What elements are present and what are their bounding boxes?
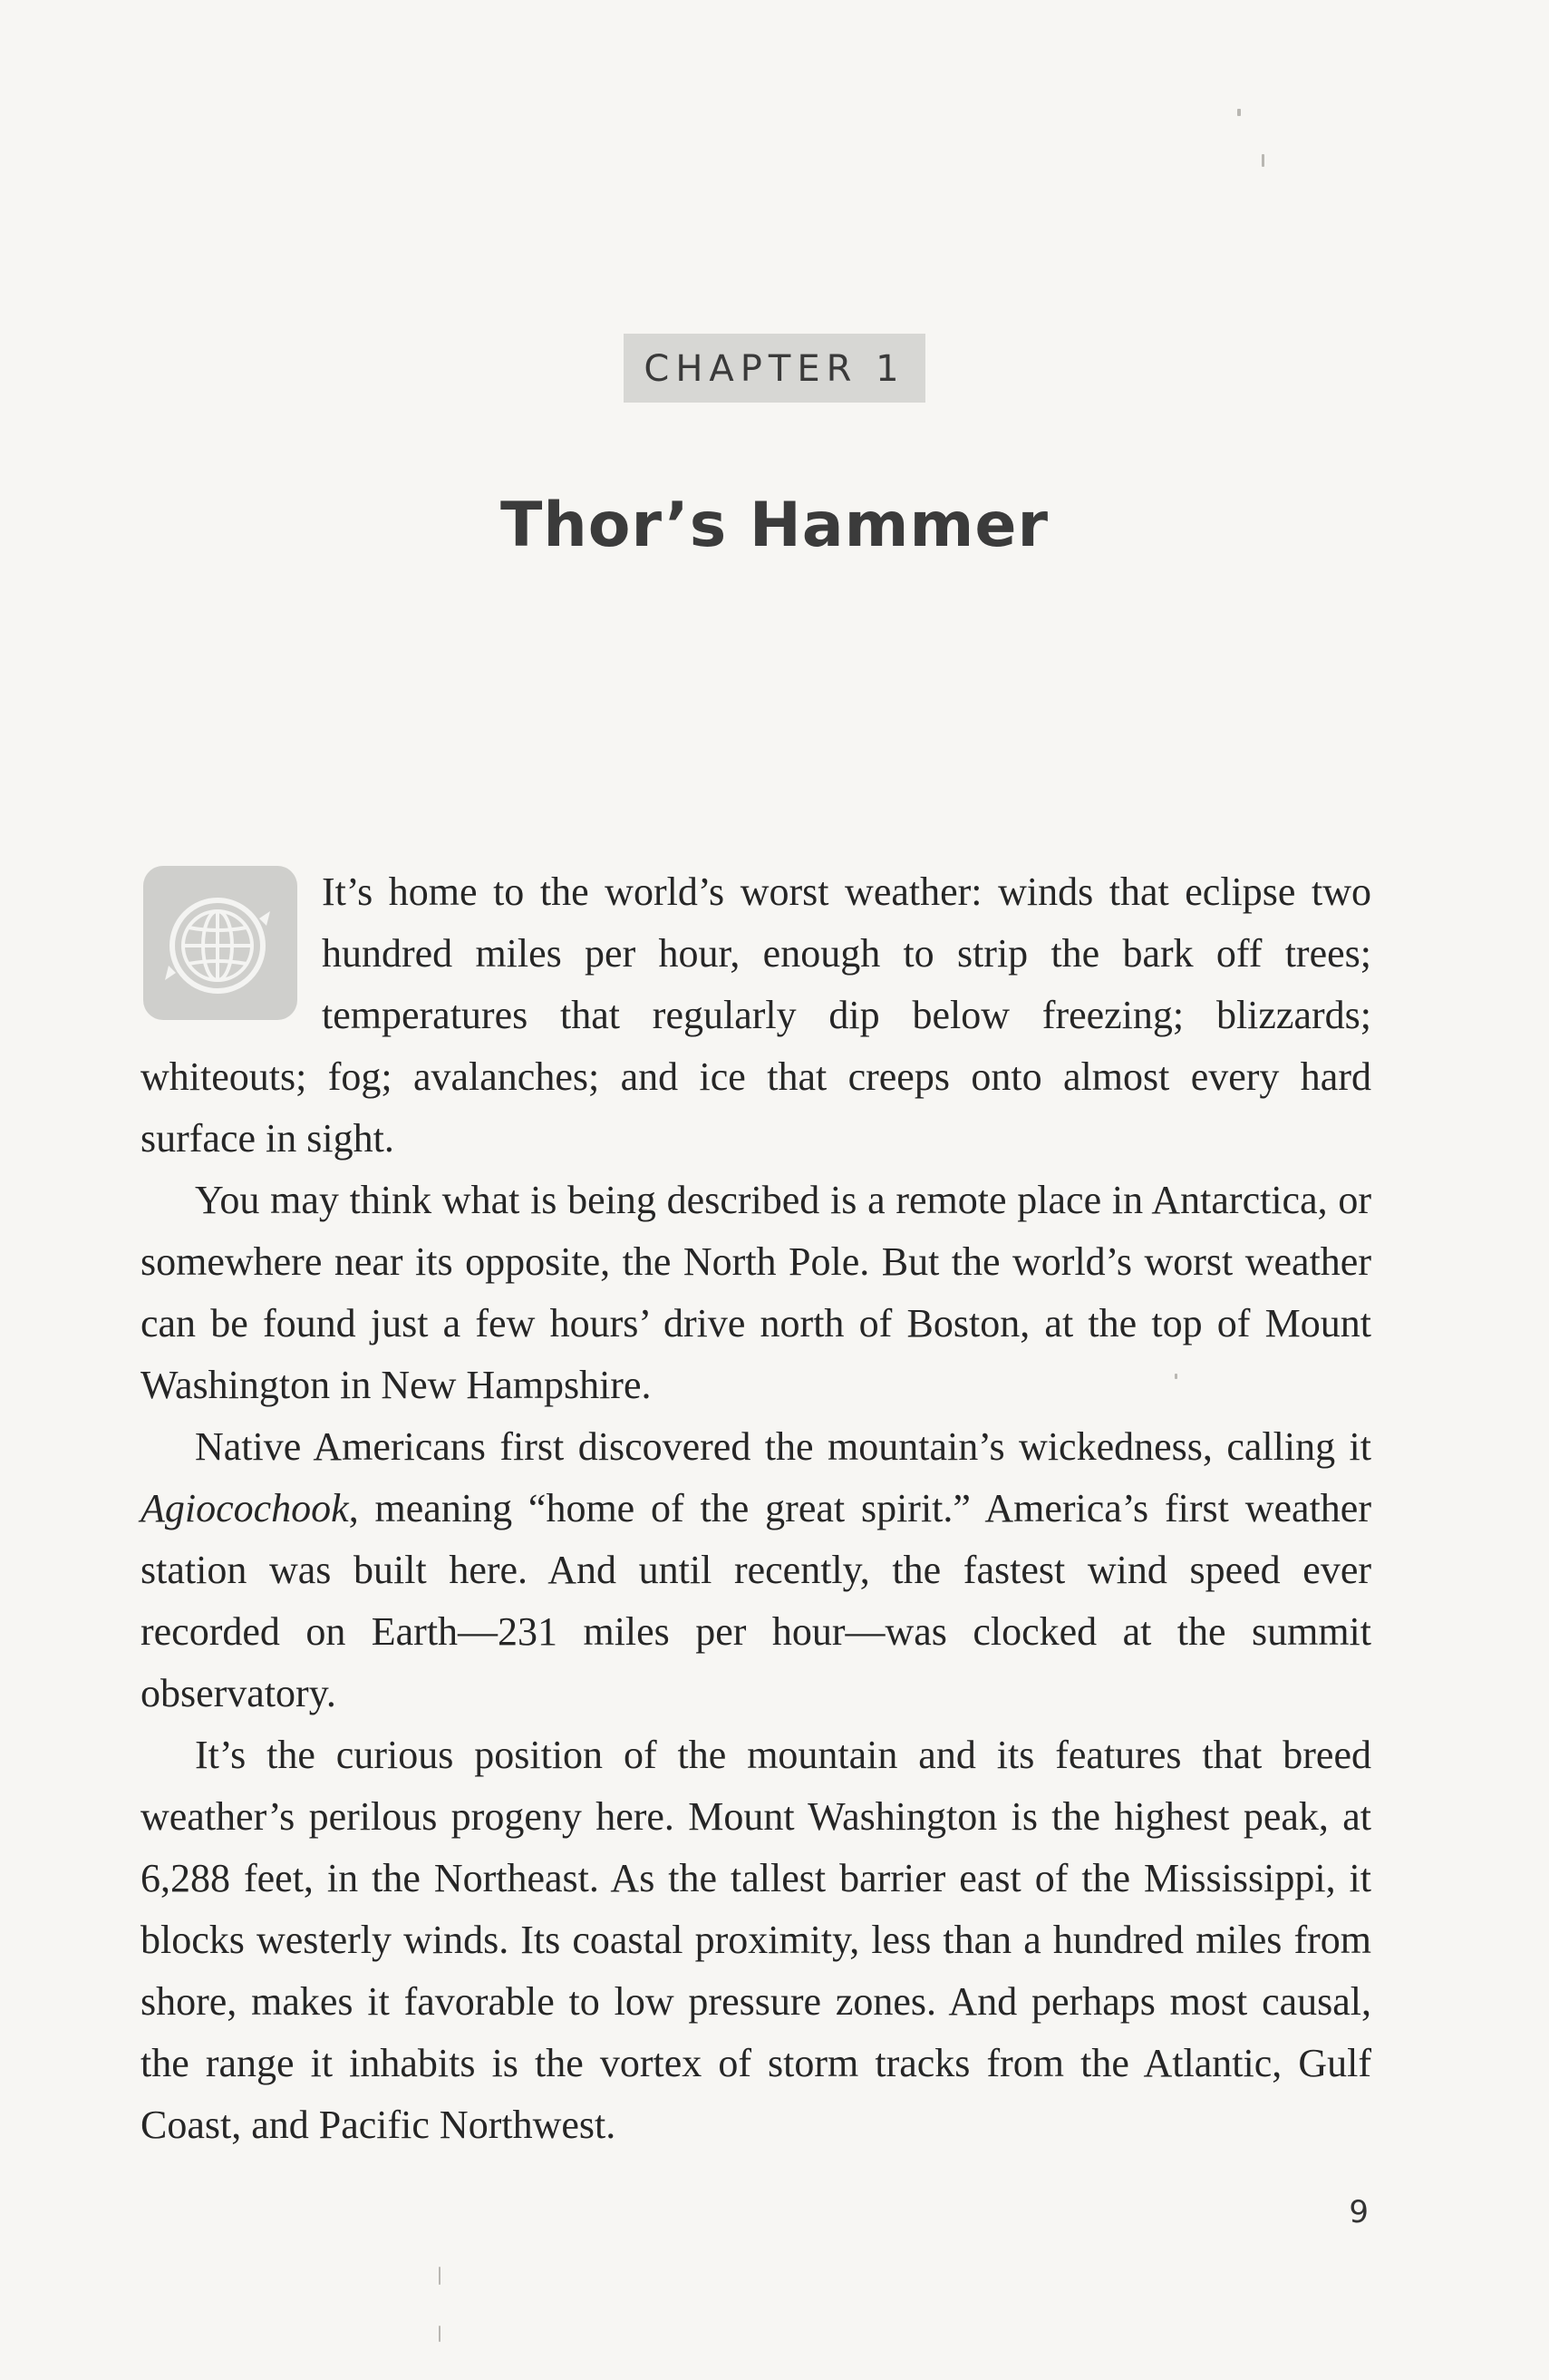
scan-speck [439, 2326, 440, 2342]
page-number: 9 [1349, 2194, 1369, 2230]
paragraph-3-text-a: Native Americans first discovered the mountain’s wickedness, calling it [195, 1424, 1371, 1469]
scan-speck [439, 2267, 440, 2285]
paragraph-3 [140, 1416, 1371, 1724]
chapter-title: Thor’s Hammer [499, 490, 1050, 561]
chapter-label-container [0, 334, 1549, 403]
paragraph-4: It’s the curious position of the mountain and its features that breed weather’s perilous progeny here. Mount Washington is the highest peak, at 6,288 feet, in the Northeast. As the tallest barrier east of the Mississippi, it blocks westerly winds. Its coastal proximity, less than a hundred miles from shore, makes it favorable to low pressure zones. And perhaps most causal, the range it inhabits is the vortex of storm tracks from the Atlantic, Gulf Coast, and Pacific Northwest. [140, 1733, 1371, 2147]
paragraph-1: It’s home to the world’s worst weather: winds that eclipse two hundred miles per hour, enough to strip the bark off trees; temperatures that regularly dip below freezing; blizzards; whiteouts; fog; avalanches; and ice that creeps onto almost every hard surface in sight. [140, 869, 1371, 1161]
body-text [140, 861, 1371, 2156]
paragraph-2: You may think what is being described is a remote place in Antarctica, or somewhere near its opposite, the North Pole. But the world’s worst weather can be found just a few hours’ drive north of Boston, at the top of Mount Washington in New Hampshire. [140, 1178, 1371, 1407]
scan-speck [1262, 154, 1264, 167]
scan-speck [1237, 109, 1241, 116]
icon-text-wrap-spacer [140, 861, 322, 1039]
chapter-label: CHAPTER 1 [624, 334, 925, 403]
paragraph-3-italic-term: Agiocochook [140, 1486, 349, 1530]
paragraph-3-text-b: , meaning “home of the great spirit.” America’s first weather station was built here. And until recently, the fastest wind speed ever recorded on Earth—231 miles per hour—was clocked at the summit observatory. [140, 1486, 1371, 1715]
